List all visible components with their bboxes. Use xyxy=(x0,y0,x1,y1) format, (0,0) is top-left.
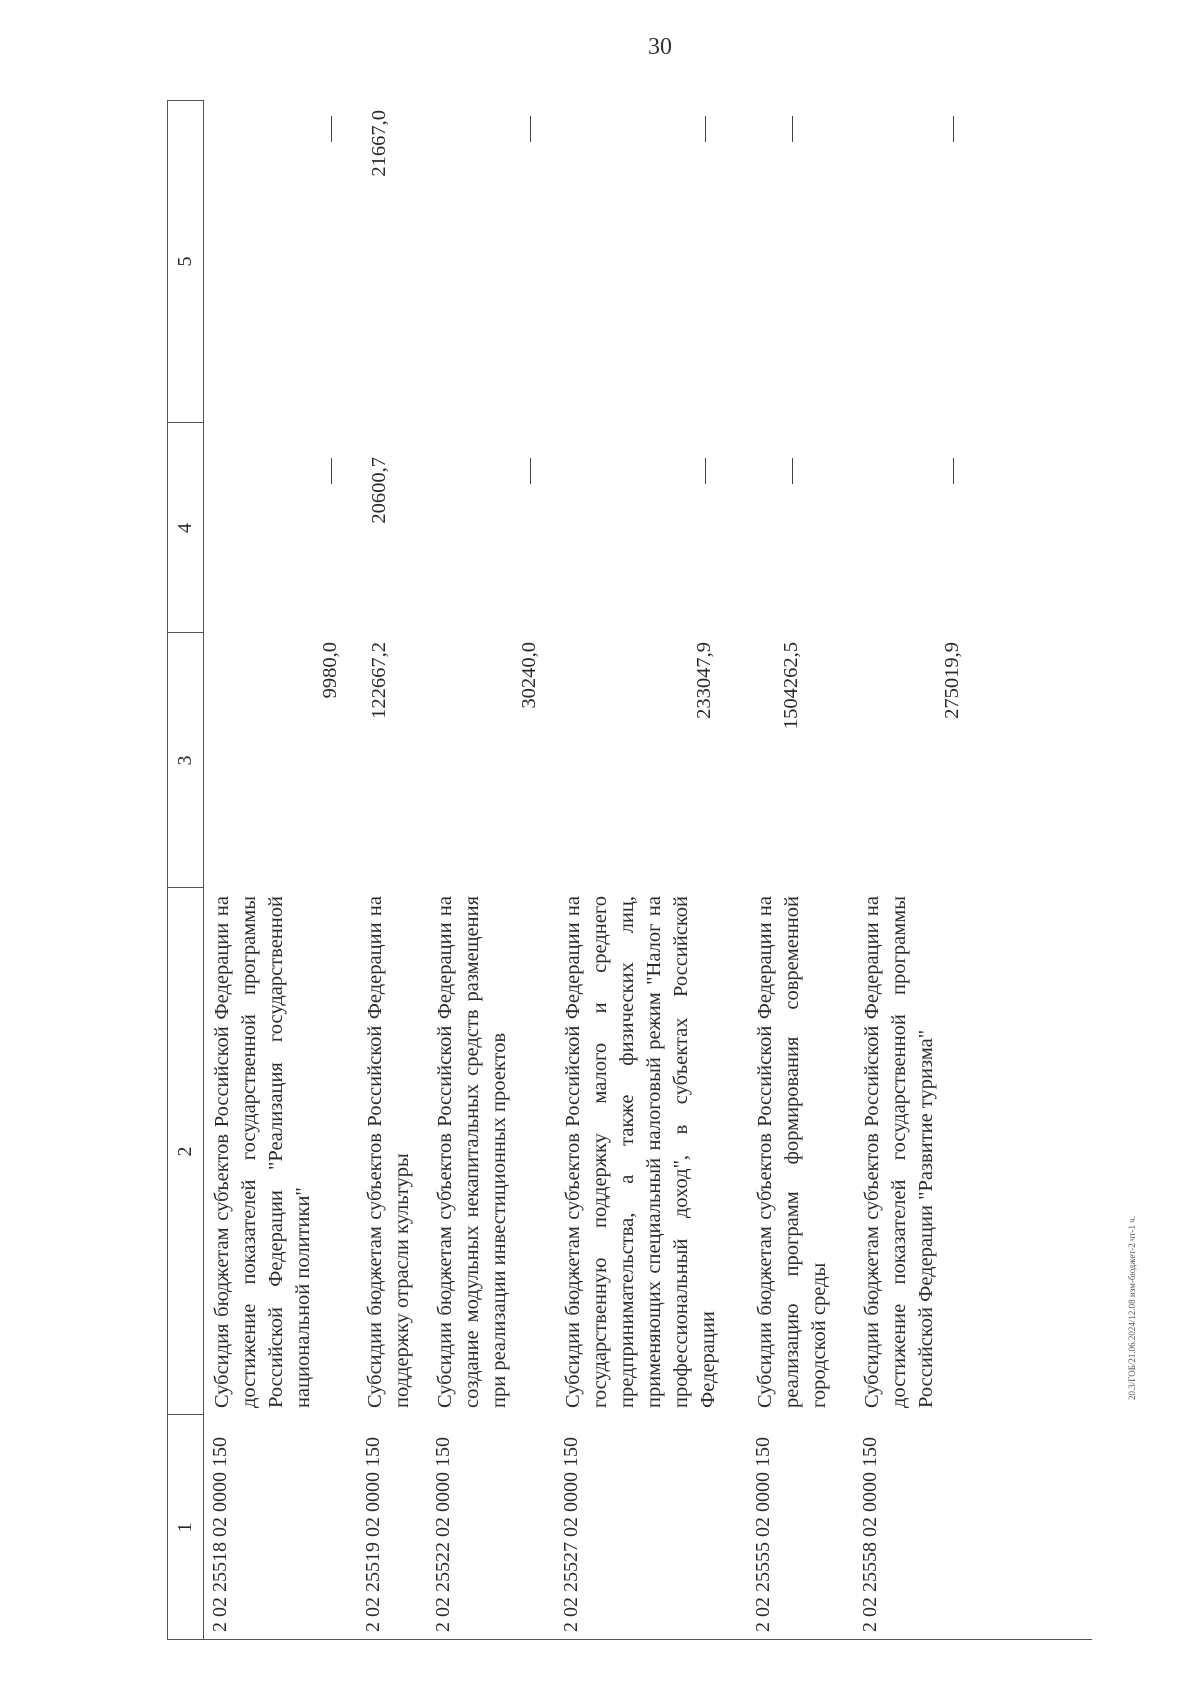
row-code: 2 02 25518 02 0000 150 xyxy=(209,1437,231,1632)
row-dash-col5 xyxy=(792,116,793,142)
budget-table xyxy=(167,100,1092,1640)
row-dash-col4 xyxy=(530,458,531,484)
row-dash-col5 xyxy=(530,116,531,142)
row-value-col4: 20600,7 xyxy=(368,457,390,524)
row-value-col5: 21667,0 xyxy=(368,110,390,177)
row-code: 2 02 25527 02 0000 150 xyxy=(560,1437,582,1632)
row-dash-col4 xyxy=(705,458,706,484)
row-value-col3: 9980,0 xyxy=(319,642,341,699)
row-description: Субсидии бюджетам субъектов Российской Федерации на достижение показателей государственной программы Российской Федерации "Развитие туризма" xyxy=(861,896,937,1408)
column-header-5: 5 xyxy=(174,256,196,267)
row-dash-col5 xyxy=(705,116,706,142)
row-value-col3: 30240,0 xyxy=(518,642,540,709)
row-value-col3: 233047,9 xyxy=(693,642,715,719)
row-code: 2 02 25522 02 0000 150 xyxy=(432,1437,454,1632)
row-dash-col4 xyxy=(953,458,954,484)
row-dash-col4 xyxy=(331,458,332,484)
row-value-col3: 275019,9 xyxy=(941,642,963,719)
row-dash-col5 xyxy=(953,116,954,142)
row-description: Субсидии бюджетам субъектов Российской Федерации на поддержку отрасли культуры xyxy=(364,896,413,1408)
column-header-1: 1 xyxy=(174,1522,196,1533)
row-description: Субсидии бюджетам субъектов Российской Федерации на реализацию программ формирования современной городской среды xyxy=(754,896,830,1408)
footer-document-code: 20.3/ГОБ/21.06.2024/12.08 изм-бюджет-2 чт-1 ч. xyxy=(1127,1215,1137,1400)
row-dash-col4 xyxy=(792,458,793,484)
row-code: 2 02 25519 02 0000 150 xyxy=(362,1437,384,1632)
row-description: Субсидия бюджетам субъектов Российской Федерации на достижение показателей государственной программы Российской Федерации "Реализация государственной национальной политики" xyxy=(211,896,314,1408)
column-header-2: 2 xyxy=(174,1146,196,1157)
header-bottom-border xyxy=(203,100,204,1640)
row-description: Субсидии бюджетам субъектов Российской Федерации на создание модульных некапитальных средств размещения при реализации инвестиционных проектов xyxy=(434,896,510,1408)
page-number: 30 xyxy=(648,34,672,60)
row-value-col3: 1504262,5 xyxy=(780,642,802,730)
column-header-4: 4 xyxy=(174,523,196,533)
row-code: 2 02 25558 02 0000 150 xyxy=(859,1437,881,1632)
row-code: 2 02 25555 02 0000 150 xyxy=(752,1437,774,1632)
row-dash-col5 xyxy=(331,116,332,142)
column-header-3: 3 xyxy=(174,755,196,766)
row-value-col3: 122667,2 xyxy=(368,642,390,719)
row-description: Субсидии бюджетам субъектов Российской Федерации на государственную поддержку малого и среднего предпринимательства, а также физических лиц, применяющих специальный налоговый режим "Налог на профессиональный доход", в субъектах Российской Федерации xyxy=(562,896,719,1408)
table-left-border xyxy=(167,1639,1092,1640)
